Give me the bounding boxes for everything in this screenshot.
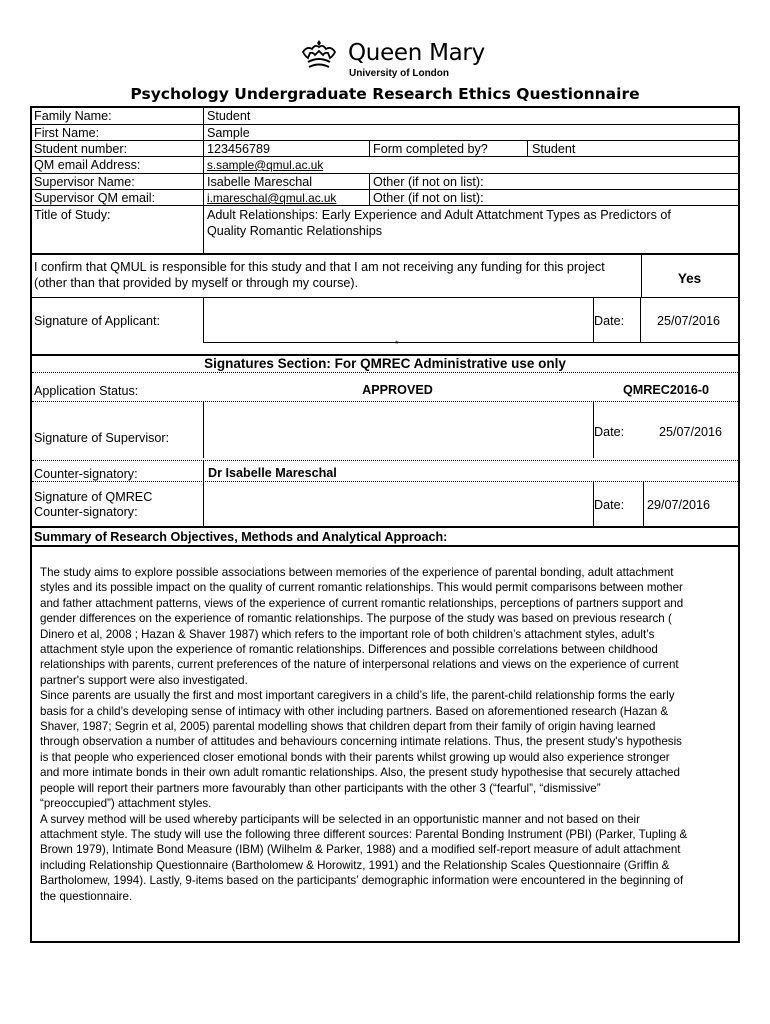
confirm-text-line-1: I confirm that QMUL is responsible for this study and that I am not receiving any funding for this project (34, 260, 605, 274)
qm-email-link[interactable]: s.sample@qmul.ac.uk (207, 158, 324, 172)
student-number-label: Student number: (34, 142, 128, 156)
qmrec-date-label: Date: (594, 498, 625, 512)
study-title-line-1[interactable]: Adult Relationships: Early Experience and Adult Attatchment Types as Predictors of (207, 208, 671, 222)
application-status-value: APPROVED (362, 383, 433, 397)
family-name-label: Family Name: (34, 109, 112, 123)
applicant-date-value[interactable]: 25/07/2016 (657, 314, 721, 328)
other-email-label: Other (if not on list): (373, 191, 484, 205)
qmrec-reference: QMREC2016-0 (622, 383, 710, 397)
summary-heading: Summary of Research Objectives, Methods and Analytical Approach: (34, 530, 448, 544)
student-number-value[interactable]: 123456789 (207, 142, 271, 156)
study-title-line-2[interactable]: Quality Romantic Relationships (207, 224, 382, 238)
applicant-signature-box[interactable] (203, 297, 594, 342)
counter-signatory-value: Dr Isabelle Mareschal (208, 466, 337, 480)
form-completed-label: Form completed by? (373, 142, 488, 156)
first-name-label: First Name: (34, 126, 100, 140)
supervisor-signature-label: Signature of Supervisor: (34, 431, 170, 445)
logo-subtitle: University of London (349, 68, 449, 79)
applicant-signature-label: Signature of Applicant: (34, 314, 161, 328)
counter-signatory-label: Counter-signatory: (34, 467, 138, 481)
supervisor-email-label: Supervisor QM email: (34, 191, 156, 205)
other-supervisor-label: Other (if not on list): (373, 175, 484, 189)
applicant-date-label: Date: (594, 314, 625, 328)
supervisor-date-value: 25/07/2016 (659, 425, 723, 439)
supervisor-name-value[interactable]: Isabelle Mareschal (207, 175, 312, 189)
ethics-form (30, 106, 740, 943)
logo-name: Queen Mary (348, 40, 485, 66)
crown-icon (298, 38, 340, 72)
page-title: Psychology Undergraduate Research Ethics Questionnaire (130, 85, 640, 103)
application-status-label: Application Status: (34, 384, 139, 398)
form-completed-value[interactable]: Student (532, 142, 576, 156)
summary-body: The study aims to explore possible associations between memories of the experience of parental bonding, adult attachment styles and its possible impact on the quality of current romantic relationships. This would permit comparisons between mother and father attachment patterns, views of the experience of current romantic relationships, perceptions of partners support and gender differences on the experience of romantic relationships. The purpose of the study was based on previous research ( Dinero et al, 2008 ; Hazan & Shaver 1987) which refers to the important role of both children’s attachment styles, adult’s attachment style upon the experience of romantic relationships. Differences and possible correlations between childhood relationships with parents, current preferences of the nature of interpersonal relations and views on the experience of current partner's support were also investigated. Since parents are usually the first and most important caregivers in a child’s life, the parent-child relationship forms the early basis for a child’s developing sense of intimacy with other including partners. Based on aforementioned research (Hazan & Shaver, 1987; Segrin et al, 2005) parental modelling shows that children depart from their family of origin having learned through observation a number of attitudes and behaviours concerning intimate relations. Thus, the present study's hypothesis is that people who experienced closer emotional bonds with their parents whilst growing up would also experience stronger and more intimate bonds in their own adult romantic relationships. Also, the present study hypothesise that securely attached people will report their partners more favourably than other participants with the other 3 (“fearful”, “dismissive” “preoccupied”) attachment styles. A survey method will be used whereby participants will be selected in an opportunistic manner and not based on their attachment style. The study will use the following three different sources: Parental Bonding Instrument (PBI) (Parker, Tupling & Brown 1979), Intimate Bond Measure (IBM) (Wilhelm & Parker, 1988) and a modified self-report measure of adult attachment including Relationship Questionnaire (Bartholomew & Horowitz, 1991) and the Relationship Scales Questionnaire (Griffin & Bartholomew, 1994). Lastly, 9-items based on the participants’ demographic information were encountered in the beginning of the questionnaire. (40, 566, 688, 903)
supervisor-signature-box[interactable] (203, 402, 594, 458)
first-name-value[interactable]: Sample (207, 126, 250, 140)
study-title-label: Title of Study: (34, 208, 111, 222)
qmrec-date-value: 29/07/2016 (647, 498, 711, 512)
confirm-text-line-2: (other than that provided by myself or through my course). (34, 276, 359, 290)
asterisk-mark: * (395, 339, 399, 349)
family-name-value[interactable]: Student (207, 109, 251, 123)
supervisor-email-link[interactable]: i.mareschal@qmul.ac.uk (207, 191, 337, 205)
qmrec-signature-label-line-1: Signature of QMREC (34, 490, 153, 504)
admin-section-heading: Signatures Section: For QMREC Administrative use only (204, 356, 566, 371)
supervisor-name-label: Supervisor Name: (34, 175, 135, 189)
qm-email-label: QM email Address: (34, 158, 141, 172)
qmrec-signature-label-line-2: Counter-signatory: (34, 505, 138, 519)
qmul-logo (298, 36, 485, 82)
qmrec-signature-box[interactable] (203, 482, 594, 526)
supervisor-date-label: Date: (594, 425, 625, 439)
confirm-value[interactable]: Yes (677, 271, 702, 286)
